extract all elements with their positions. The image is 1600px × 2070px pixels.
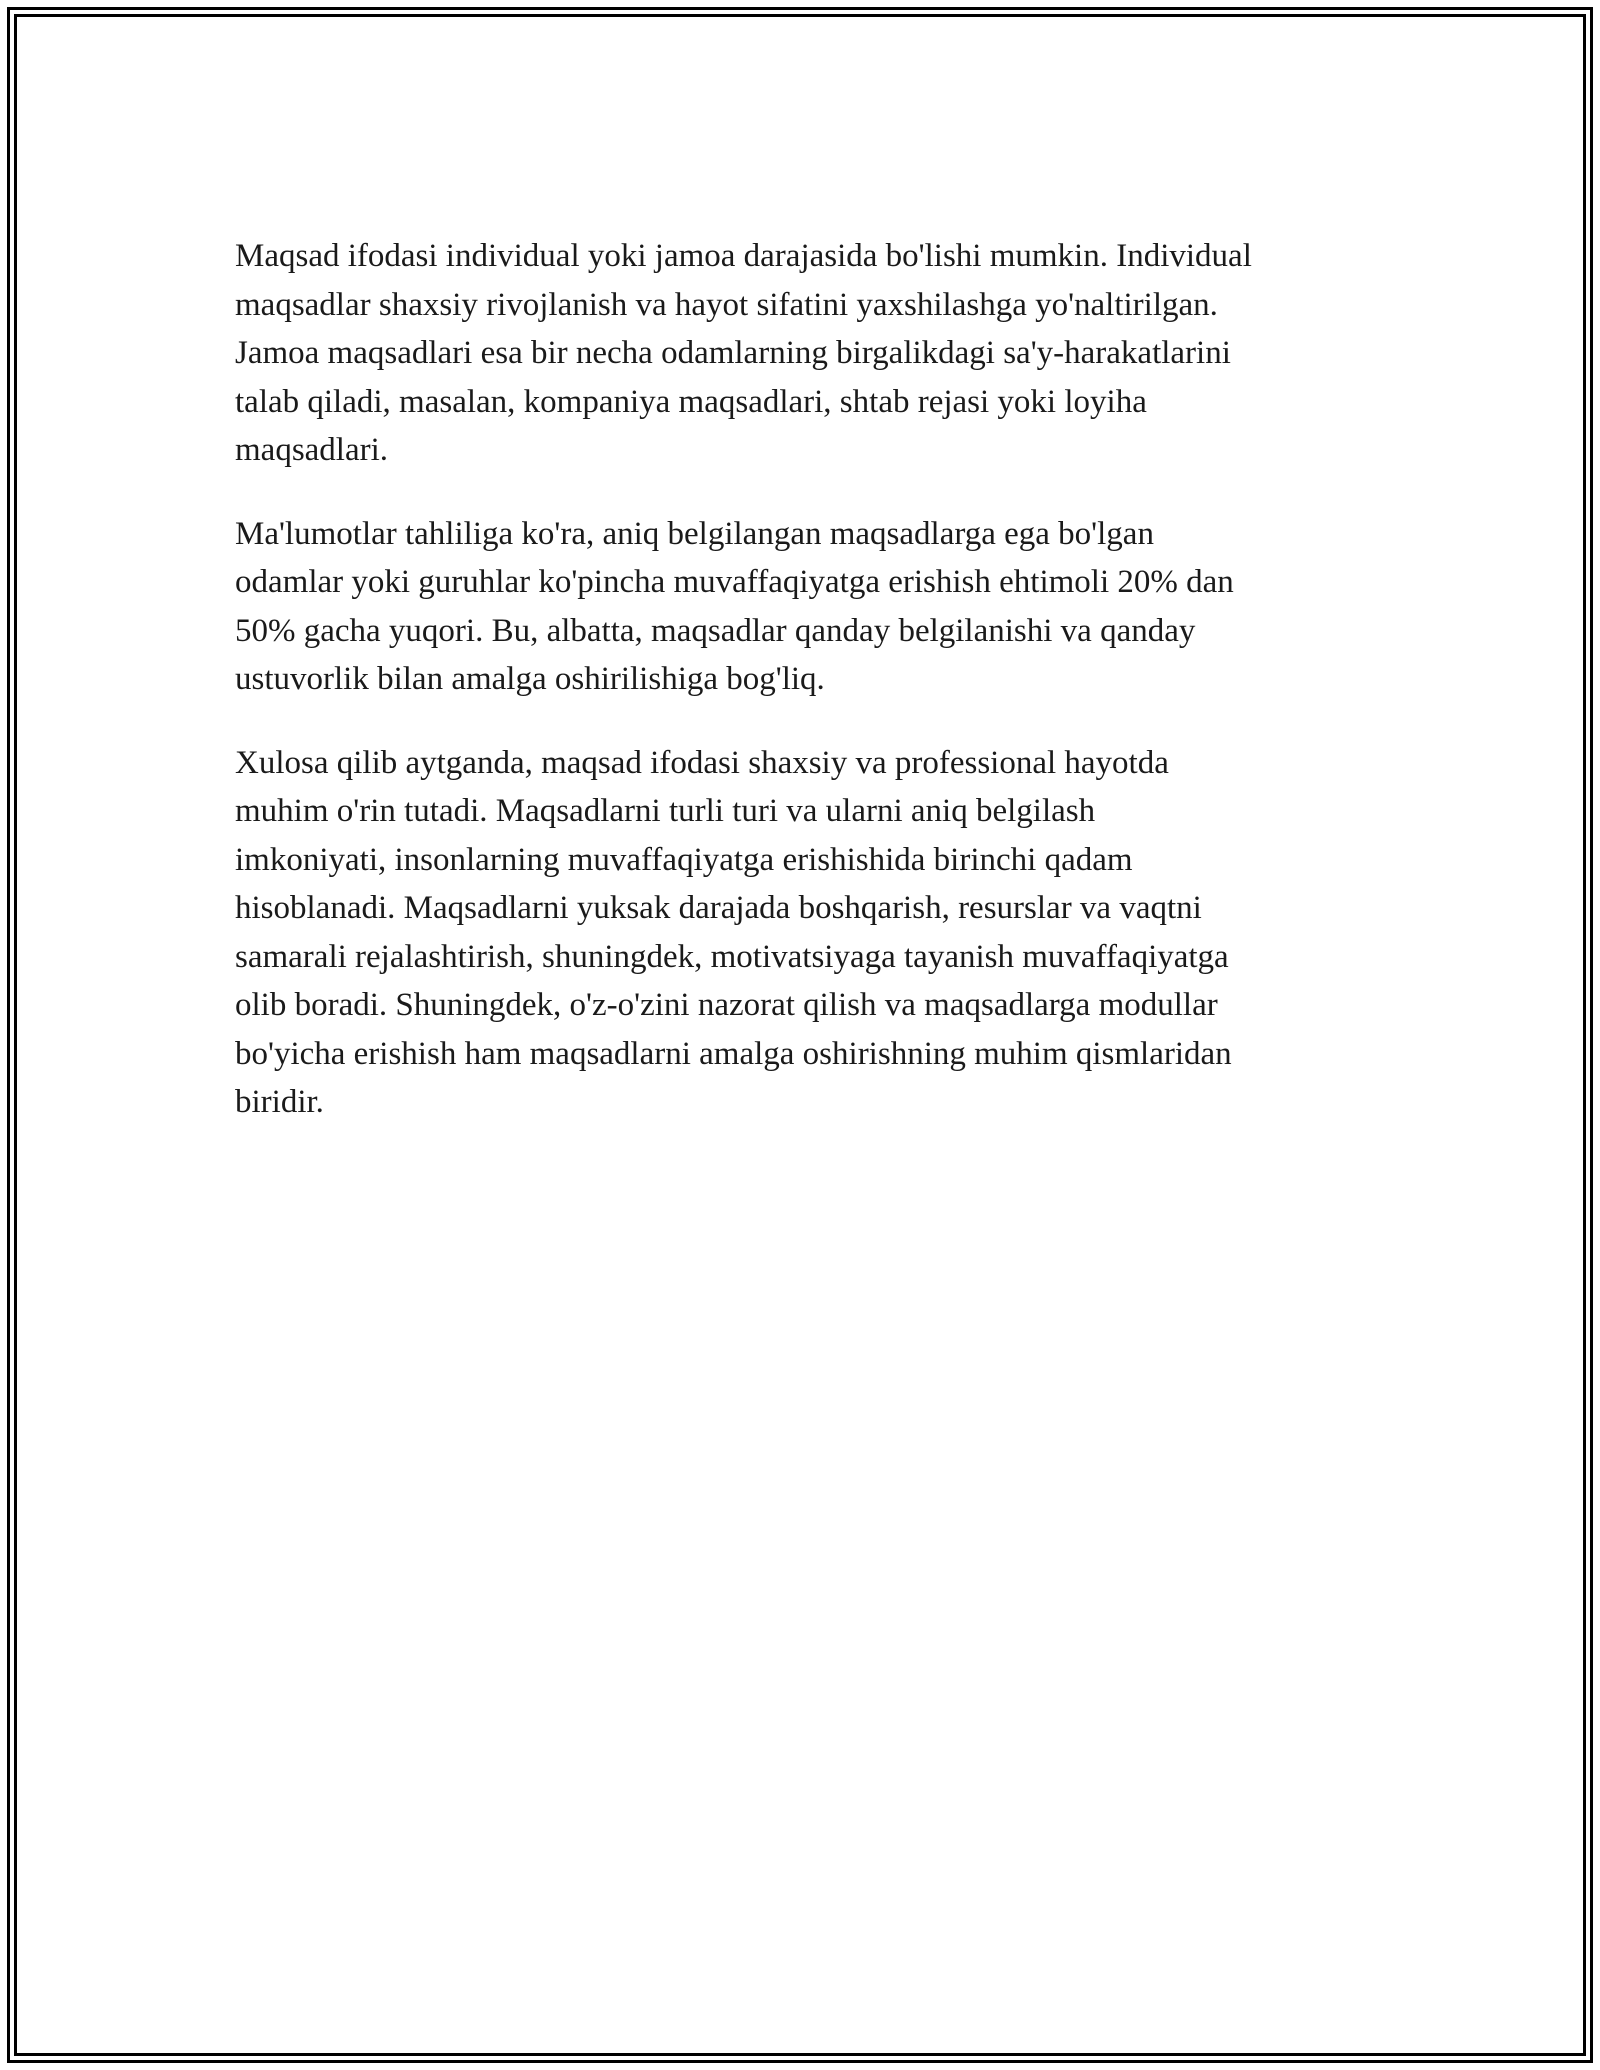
document-body xyxy=(235,232,1415,1162)
paragraph-1 xyxy=(235,232,1415,475)
paragraph-2 xyxy=(235,510,1415,704)
paragraph-line: bo'yicha erishish ham maqsadlarni amalga oshirishning muhim qismlaridan xyxy=(235,1035,1232,1072)
paragraph-line: odamlar yoki guruhlar ko'pincha muvaffaqiyatga erishish ehtimoli 20% dan xyxy=(235,564,1234,600)
paragraph-3 xyxy=(235,739,1415,1127)
paragraph-line: hisoblanadi. Maqsadlarni yuksak darajada boshqarish, resurslar va vaqtni xyxy=(235,890,1202,926)
paragraph-line: Ma'lumotlar tahliliga ko'ra, aniq belgilangan maqsadlarga ega bo'lgan xyxy=(235,515,1154,552)
paragraph-line: muhim o'rin tutadi. Maqsadlarni turli turi va ularni aniq belgilash xyxy=(235,793,1096,829)
paragraph-line: Xulosa qilib aytganda, maqsad ifodasi shaxsiy va professional hayotda xyxy=(235,744,1169,781)
paragraph-line: Maqsad ifodasi individual yoki jamoa darajasida bo'lishi mumkin. Individual xyxy=(235,238,1252,274)
paragraph-line: Jamoa maqsadlari esa bir necha odamlarning birgalikdagi sa'y-harakatlarini xyxy=(235,335,1231,371)
paragraph-line: imkoniyati, insonlarning muvaffaqiyatga erishishida birinchi qadam xyxy=(235,841,1133,878)
paragraph-line: olib boradi. Shuningdek, o'z-o'zini nazorat qilish va maqsadlarga modullar xyxy=(235,987,1218,1023)
paragraph-line: 50% gacha yuqori. Bu, albatta, maqsadlar qanday belgilanishi va qanday xyxy=(235,612,1196,649)
paragraph-line: ustuvorlik bilan amalga oshirilishiga bog'liq. xyxy=(235,661,825,697)
paragraph-line: samarali rejalashtirish, shuningdek, motivatsiyaga tayanish muvaffaqiyatga xyxy=(235,938,1229,975)
paragraph-line: talab qiladi, masalan, kompaniya maqsadlari, shtab rejasi yoki loyiha xyxy=(235,383,1147,420)
paragraph-line: maqsadlar shaxsiy rivojlanish va hayot sifatini yaxshilashga yo'naltirilgan. xyxy=(235,286,1218,323)
paragraph-line: maqsadlari. xyxy=(235,432,389,468)
paragraph-line: biridir. xyxy=(235,1084,324,1120)
